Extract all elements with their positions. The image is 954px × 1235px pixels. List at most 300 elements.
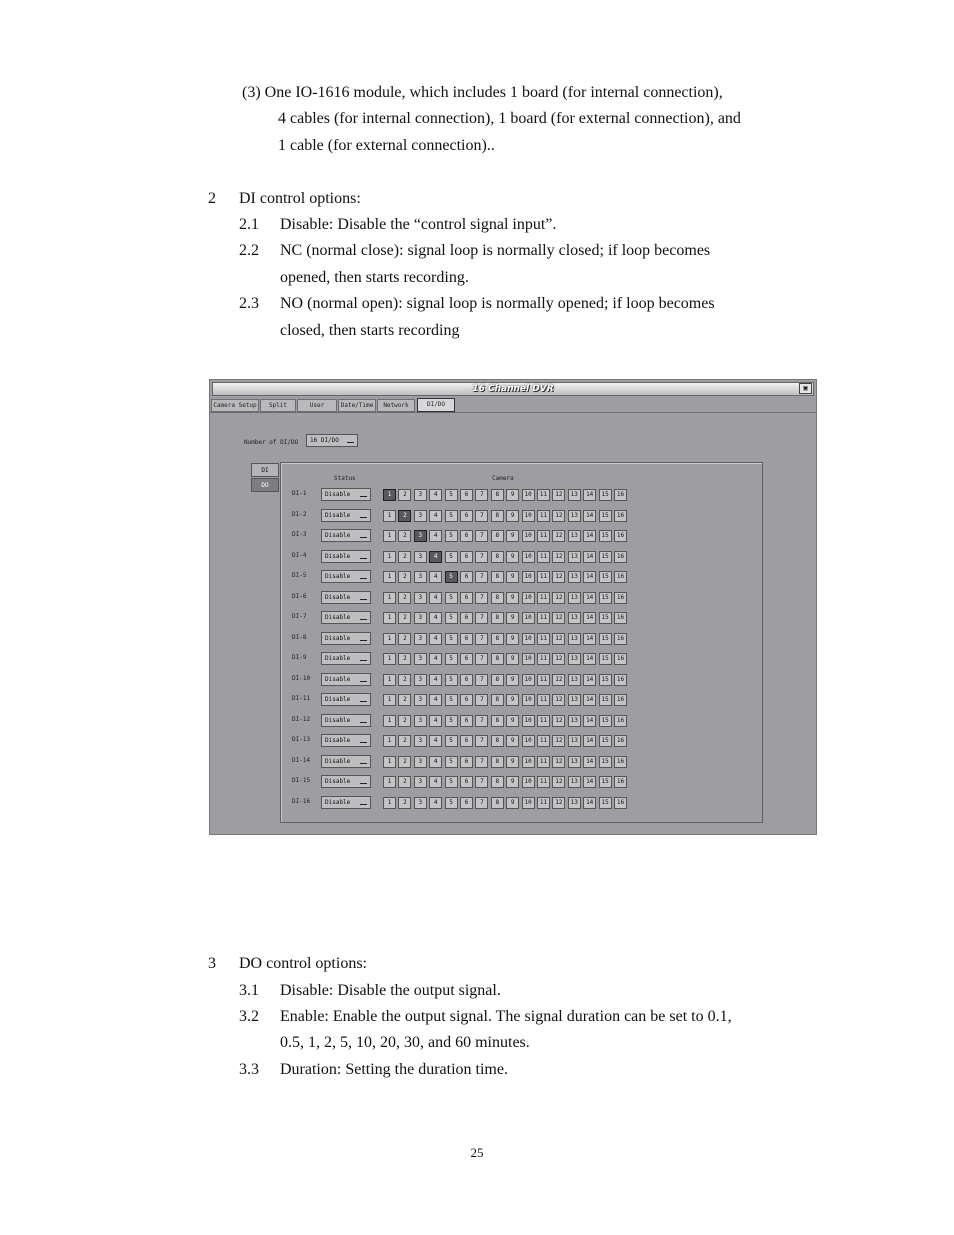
camera-toggle[interactable]: 12 <box>552 694 565 706</box>
camera-toggle[interactable]: 11 <box>537 571 550 583</box>
camera-toggle[interactable]: 6 <box>460 674 473 686</box>
camera-toggle[interactable]: 16 <box>614 612 627 624</box>
tab-di-do[interactable]: DI/DO <box>417 398 455 412</box>
camera-toggle[interactable]: 16 <box>614 592 627 604</box>
camera-toggle[interactable]: 5 <box>445 489 458 501</box>
dropdown-arrow-icon <box>347 439 354 443</box>
camera-toggle[interactable]: 13 <box>568 551 581 563</box>
camera-toggle[interactable]: 1 <box>383 674 396 686</box>
camera-toggle[interactable]: 15 <box>599 715 612 727</box>
camera-toggle[interactable]: 10 <box>522 530 535 542</box>
status-value: Disable <box>325 614 351 621</box>
camera-toggle[interactable]: 4 <box>429 756 442 768</box>
camera-toggle[interactable]: 13 <box>568 756 581 768</box>
camera-toggle[interactable]: 4 <box>429 797 442 809</box>
window-title: 16 Channel DVR <box>472 384 554 394</box>
camera-toggle[interactable]: 7 <box>475 530 488 542</box>
camera-toggle[interactable]: 14 <box>583 653 596 665</box>
camera-toggle[interactable]: 13 <box>568 735 581 747</box>
camera-toggle[interactable]: 3 <box>414 489 427 501</box>
camera-toggle[interactable]: 16 <box>614 797 627 809</box>
camera-toggle[interactable]: 2 <box>398 756 411 768</box>
status-select[interactable] <box>321 714 371 727</box>
camera-toggle[interactable]: 4 <box>429 776 442 788</box>
camera-toggle[interactable]: 12 <box>552 510 565 522</box>
camera-toggle[interactable]: 1 <box>383 571 396 583</box>
camera-toggle[interactable]: 9 <box>506 592 519 604</box>
camera-toggle[interactable]: 4 <box>429 674 442 686</box>
camera-toggle[interactable]: 7 <box>475 674 488 686</box>
camera-toggle[interactable]: 7 <box>475 489 488 501</box>
camera-toggle[interactable]: 1 <box>383 489 396 501</box>
camera-toggle[interactable]: 8 <box>491 551 504 563</box>
camera-toggle[interactable]: 7 <box>475 715 488 727</box>
camera-toggle[interactable]: 15 <box>599 571 612 583</box>
camera-toggle[interactable]: 16 <box>614 735 627 747</box>
camera-toggle[interactable]: 11 <box>537 797 550 809</box>
camera-toggle[interactable]: 1 <box>383 694 396 706</box>
camera-toggle[interactable]: 16 <box>614 551 627 563</box>
camera-toggle[interactable]: 7 <box>475 510 488 522</box>
camera-toggle[interactable]: 13 <box>568 797 581 809</box>
camera-toggle[interactable]: 14 <box>583 489 596 501</box>
camera-toggle[interactable]: 5 <box>445 530 458 542</box>
camera-toggle[interactable]: 14 <box>583 715 596 727</box>
camera-toggle[interactable]: 2 <box>398 612 411 624</box>
camera-toggle[interactable]: 16 <box>614 530 627 542</box>
camera-toggle[interactable]: 16 <box>614 489 627 501</box>
camera-toggle[interactable]: 15 <box>599 489 612 501</box>
camera-toggle[interactable]: 10 <box>522 571 535 583</box>
camera-toggle[interactable]: 15 <box>599 694 612 706</box>
item-2-3-number: 2.3 <box>239 295 259 312</box>
camera-toggle[interactable]: 13 <box>568 571 581 583</box>
camera-toggle[interactable]: 14 <box>583 571 596 583</box>
camera-toggle[interactable]: 5 <box>445 571 458 583</box>
status-value: Disable <box>325 491 351 498</box>
camera-toggle[interactable]: 8 <box>491 797 504 809</box>
camera-toggle[interactable]: 7 <box>475 776 488 788</box>
camera-toggle[interactable]: 14 <box>583 633 596 645</box>
section-3-title: DO control options: <box>239 955 367 972</box>
camera-toggle[interactable]: 8 <box>491 612 504 624</box>
camera-toggle[interactable]: 12 <box>552 653 565 665</box>
camera-toggle[interactable]: 3 <box>414 551 427 563</box>
camera-toggle[interactable]: 11 <box>537 510 550 522</box>
status-select[interactable] <box>321 755 371 768</box>
camera-toggle[interactable]: 1 <box>383 797 396 809</box>
camera-toggle[interactable]: 14 <box>583 756 596 768</box>
minimize-icon[interactable]: ▣ <box>799 383 812 394</box>
camera-toggle[interactable]: 13 <box>568 653 581 665</box>
camera-toggle[interactable]: 9 <box>506 612 519 624</box>
camera-toggle[interactable]: 1 <box>383 653 396 665</box>
camera-toggle[interactable]: 15 <box>599 633 612 645</box>
camera-toggle[interactable]: 4 <box>429 694 442 706</box>
camera-toggle[interactable]: 12 <box>552 612 565 624</box>
camera-toggle[interactable]: 15 <box>599 756 612 768</box>
camera-toggle[interactable]: 10 <box>522 612 535 624</box>
camera-toggle[interactable]: 10 <box>522 674 535 686</box>
camera-toggle[interactable]: 9 <box>506 735 519 747</box>
camera-toggle[interactable]: 2 <box>398 489 411 501</box>
camera-toggle[interactable]: 9 <box>506 510 519 522</box>
camera-toggle[interactable]: 10 <box>522 633 535 645</box>
camera-toggle[interactable]: 11 <box>537 551 550 563</box>
camera-toggle[interactable]: 8 <box>491 530 504 542</box>
camera-toggle[interactable]: 2 <box>398 633 411 645</box>
camera-toggle[interactable]: 3 <box>414 735 427 747</box>
di-row-label: DI-10 <box>292 674 311 682</box>
camera-toggle[interactable]: 6 <box>460 735 473 747</box>
camera-toggle[interactable]: 13 <box>568 510 581 522</box>
camera-toggle[interactable]: 1 <box>383 510 396 522</box>
camera-toggle[interactable]: 12 <box>552 489 565 501</box>
camera-toggle[interactable]: 11 <box>537 674 550 686</box>
camera-toggle[interactable]: 11 <box>537 530 550 542</box>
status-select[interactable] <box>321 693 371 706</box>
tab-split[interactable]: Split <box>260 399 296 412</box>
camera-toggle[interactable]: 11 <box>537 653 550 665</box>
camera-toggle[interactable]: 4 <box>429 510 442 522</box>
camera-toggle[interactable]: 11 <box>537 694 550 706</box>
camera-toggle[interactable]: 2 <box>398 510 411 522</box>
camera-toggle[interactable]: 6 <box>460 797 473 809</box>
status-select[interactable] <box>321 488 371 501</box>
camera-toggle[interactable]: 4 <box>429 715 442 727</box>
camera-toggle[interactable]: 4 <box>429 571 442 583</box>
camera-toggle[interactable]: 1 <box>383 551 396 563</box>
camera-toggle[interactable]: 14 <box>583 530 596 542</box>
camera-toggle[interactable]: 7 <box>475 756 488 768</box>
camera-toggle[interactable]: 12 <box>552 633 565 645</box>
camera-toggle[interactable]: 10 <box>522 653 535 665</box>
camera-toggle[interactable]: 6 <box>460 489 473 501</box>
camera-toggle[interactable]: 9 <box>506 776 519 788</box>
di-row-label: DI-11 <box>292 695 311 702</box>
status-select[interactable] <box>321 734 371 747</box>
camera-toggle[interactable]: 12 <box>552 756 565 768</box>
camera-toggle[interactable]: 13 <box>568 612 581 624</box>
camera-toggle[interactable]: 15 <box>599 735 612 747</box>
camera-toggle[interactable]: 1 <box>383 715 396 727</box>
camera-toggle[interactable]: 16 <box>614 756 627 768</box>
camera-toggle[interactable]: 3 <box>414 510 427 522</box>
camera-toggle[interactable]: 6 <box>460 571 473 583</box>
camera-toggle[interactable]: 3 <box>414 715 427 727</box>
camera-toggle[interactable]: 14 <box>583 592 596 604</box>
camera-toggle[interactable]: 2 <box>398 797 411 809</box>
camera-toggle[interactable]: 6 <box>460 510 473 522</box>
camera-toggle[interactable]: 14 <box>583 735 596 747</box>
camera-toggle[interactable]: 5 <box>445 735 458 747</box>
camera-toggle[interactable]: 2 <box>398 674 411 686</box>
camera-toggle[interactable]: 6 <box>460 715 473 727</box>
camera-toggle[interactable]: 6 <box>460 653 473 665</box>
camera-toggle[interactable]: 6 <box>460 776 473 788</box>
camera-toggle[interactable]: 7 <box>475 571 488 583</box>
camera-toggle[interactable]: 14 <box>583 776 596 788</box>
camera-toggle[interactable]: 10 <box>522 489 535 501</box>
camera-toggle[interactable]: 12 <box>552 571 565 583</box>
camera-toggle[interactable]: 8 <box>491 756 504 768</box>
camera-toggle[interactable]: 11 <box>537 612 550 624</box>
camera-toggle[interactable]: 8 <box>491 674 504 686</box>
tab-user[interactable]: User <box>297 399 337 412</box>
camera-toggle[interactable]: 14 <box>583 694 596 706</box>
status-select[interactable] <box>321 775 371 788</box>
camera-toggle[interactable]: 8 <box>491 633 504 645</box>
camera-toggle[interactable]: 7 <box>475 612 488 624</box>
camera-toggle[interactable]: 8 <box>491 735 504 747</box>
camera-toggle[interactable]: 4 <box>429 633 442 645</box>
camera-toggle[interactable]: 8 <box>491 489 504 501</box>
camera-toggle[interactable]: 5 <box>445 694 458 706</box>
camera-toggle[interactable]: 15 <box>599 674 612 686</box>
camera-toggle[interactable]: 16 <box>614 715 627 727</box>
camera-toggle[interactable]: 4 <box>429 489 442 501</box>
camera-toggle[interactable]: 2 <box>398 530 411 542</box>
camera-toggle[interactable]: 4 <box>429 735 442 747</box>
status-select[interactable] <box>321 550 371 563</box>
camera-toggle[interactable]: 2 <box>398 715 411 727</box>
camera-toggle[interactable]: 3 <box>414 530 427 542</box>
camera-toggle[interactable]: 7 <box>475 653 488 665</box>
camera-toggle[interactable]: 8 <box>491 571 504 583</box>
camera-toggle[interactable]: 13 <box>568 530 581 542</box>
camera-toggle[interactable]: 2 <box>398 776 411 788</box>
camera-toggle[interactable]: 13 <box>568 592 581 604</box>
camera-toggle[interactable]: 5 <box>445 674 458 686</box>
status-value: Disable <box>325 757 351 765</box>
camera-toggle[interactable]: 5 <box>445 653 458 665</box>
status-select[interactable] <box>321 796 371 809</box>
camera-toggle[interactable]: 13 <box>568 633 581 645</box>
camera-toggle[interactable]: 2 <box>398 694 411 706</box>
di-row-label: DI-8 <box>292 633 307 641</box>
camera-toggle[interactable]: 11 <box>537 715 550 727</box>
camera-toggle[interactable]: 9 <box>506 797 519 809</box>
status-select[interactable] <box>321 611 371 624</box>
camera-toggle[interactable]: 3 <box>414 571 427 583</box>
camera-toggle[interactable]: 15 <box>599 653 612 665</box>
camera-toggle[interactable]: 10 <box>522 510 535 522</box>
camera-toggle[interactable]: 8 <box>491 694 504 706</box>
status-select[interactable] <box>321 632 371 645</box>
camera-toggle[interactable]: 11 <box>537 592 550 604</box>
camera-toggle[interactable]: 10 <box>522 776 535 788</box>
camera-toggle[interactable]: 9 <box>506 756 519 768</box>
camera-toggle[interactable]: 6 <box>460 694 473 706</box>
camera-toggle[interactable]: 7 <box>475 592 488 604</box>
intro-line-3: 1 cable (for external connection).. <box>278 137 495 154</box>
tab-network[interactable]: Network <box>377 399 415 412</box>
camera-toggle[interactable]: 16 <box>614 633 627 645</box>
camera-toggle[interactable]: 15 <box>599 797 612 809</box>
camera-toggle[interactable]: 1 <box>383 633 396 645</box>
camera-toggle[interactable]: 10 <box>522 756 535 768</box>
tab-camera-setup[interactable]: Camera Setup <box>211 399 259 412</box>
item-3-2-text-1: Enable: Enable the output signal. The signal duration can be set to 0.1, <box>280 1008 732 1025</box>
camera-toggle[interactable]: 11 <box>537 633 550 645</box>
camera-toggle[interactable]: 2 <box>398 571 411 583</box>
camera-toggle[interactable]: 1 <box>383 735 396 747</box>
status-select[interactable] <box>321 652 371 665</box>
camera-toggle[interactable]: 1 <box>383 592 396 604</box>
camera-toggle[interactable]: 13 <box>568 489 581 501</box>
camera-toggle[interactable]: 7 <box>475 735 488 747</box>
camera-toggle[interactable]: 4 <box>429 653 442 665</box>
camera-toggle[interactable]: 14 <box>583 510 596 522</box>
camera-toggle[interactable]: 8 <box>491 715 504 727</box>
camera-toggle[interactable]: 13 <box>568 674 581 686</box>
status-select[interactable] <box>321 509 371 522</box>
camera-toggle[interactable]: 5 <box>445 715 458 727</box>
status-select[interactable] <box>321 673 371 686</box>
camera-toggle[interactable]: 5 <box>445 510 458 522</box>
camera-toggle[interactable]: 13 <box>568 715 581 727</box>
camera-toggle[interactable]: 4 <box>429 612 442 624</box>
camera-toggle[interactable]: 15 <box>599 510 612 522</box>
camera-toggle[interactable]: 11 <box>537 489 550 501</box>
camera-toggle[interactable]: 2 <box>398 735 411 747</box>
camera-toggle[interactable]: 4 <box>429 530 442 542</box>
camera-toggle[interactable]: 16 <box>614 571 627 583</box>
dropdown-arrow-icon <box>360 780 367 784</box>
side-tab-di[interactable]: DI <box>251 463 279 477</box>
camera-toggle[interactable]: 13 <box>568 776 581 788</box>
camera-toggle[interactable]: 3 <box>414 653 427 665</box>
camera-toggle[interactable]: 14 <box>583 551 596 563</box>
camera-toggle[interactable]: 3 <box>414 612 427 624</box>
camera-toggle[interactable]: 9 <box>506 674 519 686</box>
camera-toggle[interactable]: 6 <box>460 551 473 563</box>
camera-toggle[interactable]: 15 <box>599 592 612 604</box>
camera-toggle[interactable]: 10 <box>522 694 535 706</box>
camera-toggle[interactable]: 9 <box>506 530 519 542</box>
camera-toggle[interactable]: 12 <box>552 735 565 747</box>
camera-toggle[interactable]: 9 <box>506 489 519 501</box>
camera-toggle[interactable]: 12 <box>552 530 565 542</box>
camera-toggle[interactable]: 12 <box>552 715 565 727</box>
camera-toggle[interactable]: 9 <box>506 653 519 665</box>
side-tab-do[interactable]: DO <box>251 478 279 492</box>
camera-toggle[interactable]: 3 <box>414 674 427 686</box>
dvr-screenshot <box>209 379 817 835</box>
camera-toggle[interactable]: 5 <box>445 756 458 768</box>
camera-toggle[interactable]: 6 <box>460 592 473 604</box>
camera-toggle[interactable]: 5 <box>445 797 458 809</box>
camera-toggle[interactable]: 6 <box>460 756 473 768</box>
camera-toggle[interactable]: 12 <box>552 674 565 686</box>
camera-toggle[interactable]: 2 <box>398 592 411 604</box>
camera-toggle[interactable]: 11 <box>537 735 550 747</box>
camera-toggle[interactable]: 14 <box>583 674 596 686</box>
camera-toggle[interactable]: 3 <box>414 797 427 809</box>
camera-toggle[interactable]: 9 <box>506 694 519 706</box>
camera-toggle[interactable]: 6 <box>460 530 473 542</box>
camera-toggle[interactable]: 7 <box>475 551 488 563</box>
dropdown-arrow-icon <box>360 534 367 538</box>
status-select[interactable] <box>321 591 371 604</box>
camera-toggle[interactable]: 12 <box>552 797 565 809</box>
camera-toggle[interactable]: 13 <box>568 694 581 706</box>
camera-toggle[interactable]: 10 <box>522 735 535 747</box>
camera-toggle[interactable]: 10 <box>522 592 535 604</box>
camera-toggle[interactable]: 10 <box>522 797 535 809</box>
camera-toggle[interactable]: 4 <box>429 551 442 563</box>
camera-toggle[interactable]: 7 <box>475 633 488 645</box>
camera-toggle[interactable]: 8 <box>491 592 504 604</box>
camera-toggle[interactable]: 16 <box>614 674 627 686</box>
camera-toggle[interactable]: 8 <box>491 653 504 665</box>
camera-toggle[interactable]: 8 <box>491 776 504 788</box>
camera-toggle[interactable]: 2 <box>398 653 411 665</box>
camera-toggle[interactable]: 6 <box>460 612 473 624</box>
camera-toggle[interactable]: 16 <box>614 694 627 706</box>
camera-toggle[interactable]: 7 <box>475 797 488 809</box>
camera-toggle[interactable]: 1 <box>383 530 396 542</box>
camera-toggle[interactable]: 15 <box>599 530 612 542</box>
camera-toggle[interactable]: 12 <box>552 551 565 563</box>
camera-toggle[interactable]: 5 <box>445 776 458 788</box>
camera-toggle[interactable]: 3 <box>414 776 427 788</box>
camera-toggle[interactable]: 9 <box>506 551 519 563</box>
camera-toggle[interactable]: 10 <box>522 551 535 563</box>
camera-toggle[interactable]: 3 <box>414 592 427 604</box>
camera-toggle[interactable]: 6 <box>460 633 473 645</box>
camera-toggle[interactable]: 11 <box>537 776 550 788</box>
camera-toggle[interactable]: 16 <box>614 776 627 788</box>
camera-toggle[interactable]: 3 <box>414 756 427 768</box>
camera-toggle[interactable]: 1 <box>383 612 396 624</box>
camera-toggle[interactable]: 9 <box>506 715 519 727</box>
camera-toggle[interactable]: 8 <box>491 510 504 522</box>
camera-toggle[interactable]: 16 <box>614 653 627 665</box>
item-3-1-text: Disable: Disable the output signal. <box>280 982 501 999</box>
status-select[interactable] <box>321 529 371 542</box>
camera-toggle[interactable]: 5 <box>445 592 458 604</box>
camera-toggle[interactable]: 9 <box>506 571 519 583</box>
camera-toggle[interactable]: 3 <box>414 694 427 706</box>
number-of-dido-select[interactable] <box>306 434 358 447</box>
camera-toggle[interactable]: 2 <box>398 551 411 563</box>
camera-toggle[interactable]: 15 <box>599 612 612 624</box>
camera-toggle[interactable]: 4 <box>429 592 442 604</box>
camera-toggle[interactable]: 1 <box>383 776 396 788</box>
camera-toggle[interactable]: 15 <box>599 551 612 563</box>
camera-toggle[interactable]: 16 <box>614 510 627 522</box>
status-select[interactable] <box>321 570 371 583</box>
camera-toggle[interactable]: 11 <box>537 756 550 768</box>
camera-toggle[interactable]: 12 <box>552 776 565 788</box>
camera-toggle[interactable]: 14 <box>583 797 596 809</box>
camera-toggle[interactable]: 10 <box>522 715 535 727</box>
camera-toggle[interactable]: 7 <box>475 694 488 706</box>
camera-toggle[interactable]: 5 <box>445 612 458 624</box>
camera-toggle[interactable]: 5 <box>445 633 458 645</box>
camera-toggle[interactable]: 3 <box>414 633 427 645</box>
tab-date-time[interactable]: Date/Time <box>338 399 376 412</box>
camera-toggle[interactable]: 1 <box>383 756 396 768</box>
camera-toggle[interactable]: 5 <box>445 551 458 563</box>
dropdown-arrow-icon <box>360 719 367 723</box>
camera-toggle[interactable]: 14 <box>583 612 596 624</box>
camera-toggle[interactable]: 9 <box>506 633 519 645</box>
camera-toggle[interactable]: 12 <box>552 592 565 604</box>
camera-toggle[interactable]: 15 <box>599 776 612 788</box>
status-header: Status <box>334 475 356 482</box>
